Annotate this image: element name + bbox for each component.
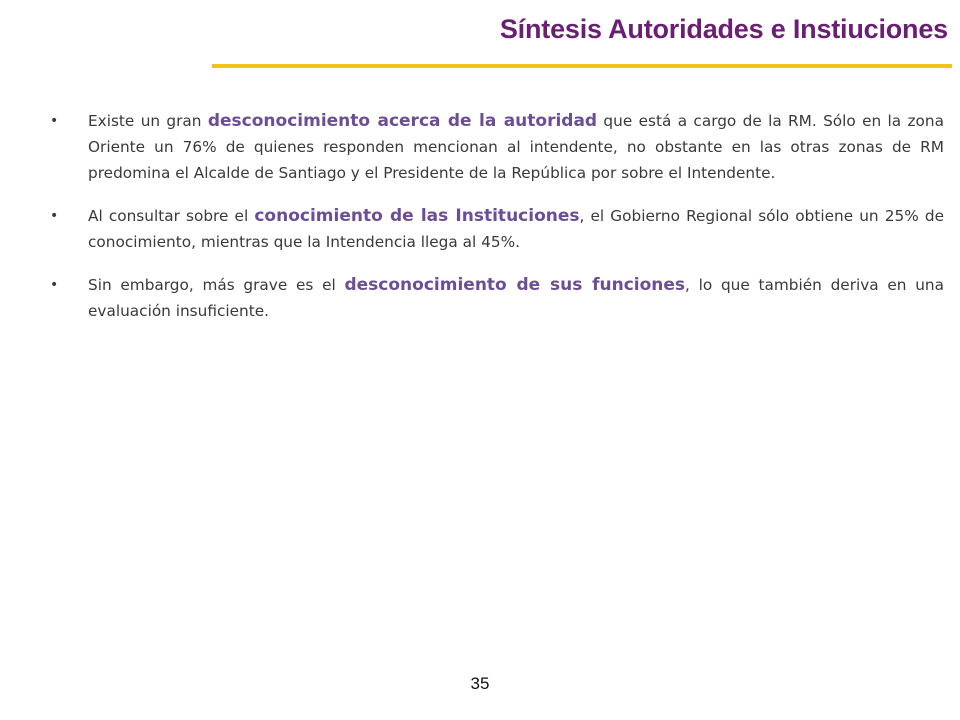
bullet-highlight: desconocimiento acerca de la autoridad <box>207 111 598 131</box>
bullet-text: que está a cargo de la RM. Sólo en la zona Oriente un 76% de quienes responden mencionan al intendente, no obstante en las otras zonas de RM predomina el Alcalde de Santiago y el Presidente de la República por sobre el Intendente. <box>88 112 944 182</box>
title-underline <box>212 64 952 68</box>
bullet-marker: • <box>50 208 59 224</box>
bullet-list <box>50 108 944 341</box>
bullet-text: Sin embargo, más grave es el <box>88 276 345 294</box>
bullet-item <box>50 108 944 186</box>
bullet-item <box>50 272 944 324</box>
bullet-text: Existe un gran <box>88 112 208 130</box>
bullet-text: , lo que también deriva en una evaluación insuficiente. <box>88 276 944 320</box>
bullet-text: Al consultar sobre el <box>88 207 255 225</box>
bullet-highlight: conocimiento de las Instituciones <box>254 206 580 226</box>
bullet-item <box>50 203 944 255</box>
bullet-marker: • <box>50 277 59 293</box>
slide-title: Síntesis Autoridades e Instiuciones <box>499 14 948 44</box>
bullet-text: , el Gobierno Regional sólo obtiene un 25% de conocimiento, mientras que la Intendencia llega al 45%. <box>88 207 945 251</box>
page-number: 35 <box>470 674 490 693</box>
bullet-marker: • <box>50 113 59 129</box>
bullet-highlight: desconocimiento de sus funciones <box>344 275 686 295</box>
